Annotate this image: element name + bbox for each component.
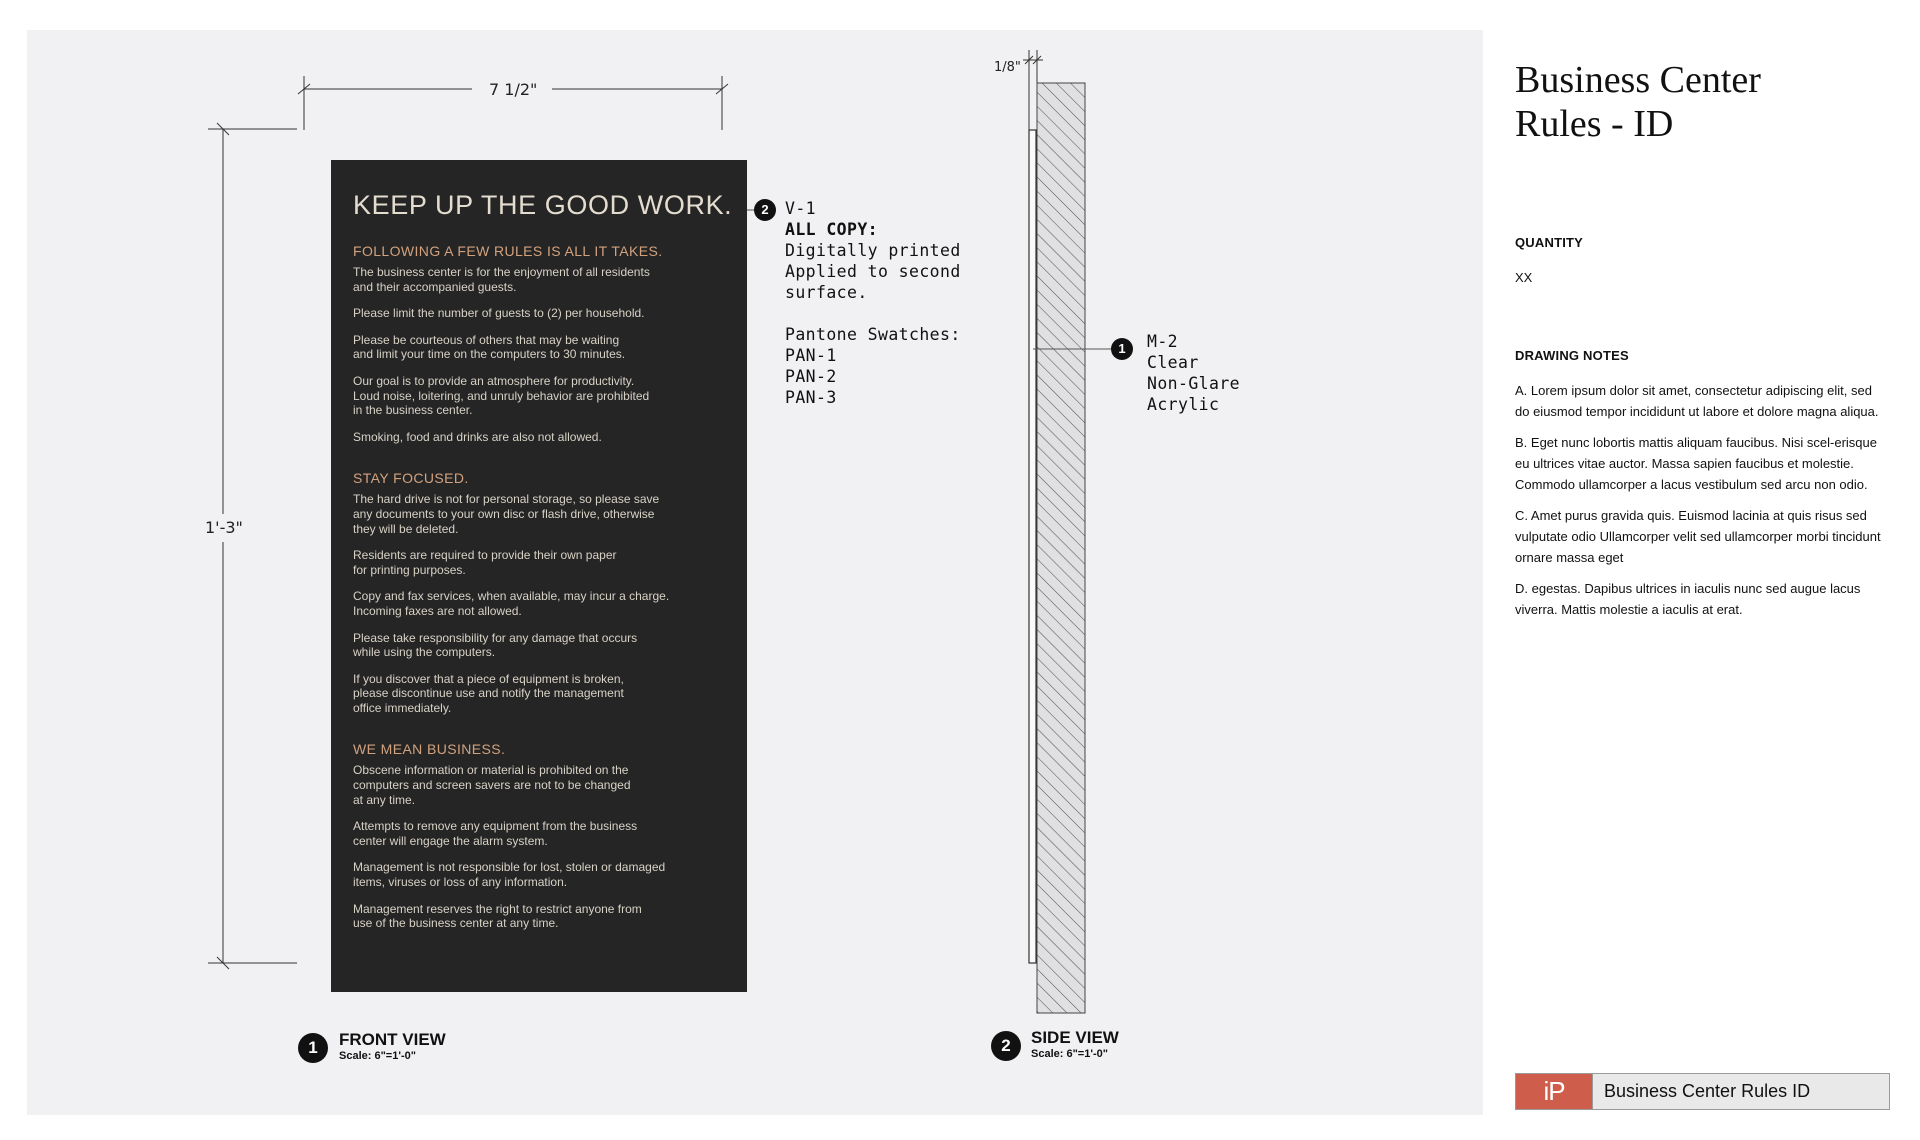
sign-rule: Residents are required to provide their own paper for printing purposes. xyxy=(353,548,617,577)
vinyl-line: Applied to second xyxy=(785,262,961,281)
swatch-item: PAN-1 xyxy=(785,346,837,365)
sign-section xyxy=(353,243,725,444)
side-view-drawing xyxy=(1023,50,1085,1013)
sign-rule: Please limit the number of guests to (2) per household. xyxy=(353,306,645,321)
sign-section-title: FOLLOWING A FEW RULES IS ALL IT TAKES. xyxy=(353,243,663,259)
vinyl-line: Digitally printed xyxy=(785,241,961,260)
drawing-note: D. egestas. Dapibus ultrices in iaculis nunc sed augue lacus viverra. Mattis molestie a iaculis at erat. xyxy=(1515,581,1861,617)
sign-headline: KEEP UP THE GOOD WORK. xyxy=(353,190,733,220)
sign-rule: Please take responsibility for any damage that occurs while using the computers. xyxy=(353,630,638,660)
sign-rule: Our goal is to provide an atmosphere for productivity. Loud noise, loitering, and unruly behavior are prohibited in the business center. xyxy=(353,373,650,418)
front-view-scale: Scale: 6"=1'-0" xyxy=(339,1050,416,1062)
sign-rule: Management reserves the right to restrict anyone from use of the business center at any time. xyxy=(353,901,642,931)
quantity-label: QUANTITY xyxy=(1515,235,1584,250)
sign-rule: If you discover that a piece of equipment is broken, please discontinue use and notify the management office immediately. xyxy=(353,671,624,715)
dimension-lines xyxy=(27,30,1483,1115)
drawing-notes-label: DRAWING NOTES xyxy=(1515,348,1629,363)
sign-rule: Please be courteous of others that may be waiting and limit your time on the computers to 30 minutes. xyxy=(353,332,626,362)
company-logo: iP xyxy=(1516,1074,1593,1109)
sign-rule: Attempts to remove any equipment from the business center will engage the alarm system. xyxy=(353,819,638,848)
front-view-marker: 1 xyxy=(298,1033,328,1063)
vinyl-callout-marker: 2 xyxy=(754,199,776,221)
sign-rule: Copy and fax services, when available, may incur a charge. Incoming faxes are not allowed. xyxy=(353,589,670,618)
footer-title: Business Center Rules ID xyxy=(1604,1081,1811,1101)
sign-rule: Obscene information or material is prohibited on the computers and screen savers are not to be changed at any time. xyxy=(353,763,631,807)
side-view-title: SIDE VIEW xyxy=(1031,1028,1119,1047)
material-line: Non-Glare xyxy=(1147,374,1241,393)
material-line: Acrylic xyxy=(1147,395,1220,414)
vinyl-copy-heading: ALL COPY: xyxy=(785,220,879,239)
material-callout-marker: 1 xyxy=(1111,338,1133,360)
width-dimension-label: 7 1/2" xyxy=(489,80,538,99)
sign-section-title: STAY FOCUSED. xyxy=(353,470,469,487)
sign-rule: Management is not responsible for lost, stolen or damaged items, viruses or loss of any information. xyxy=(353,860,666,890)
quantity-value: XX xyxy=(1515,270,1533,285)
side-view-marker: 2 xyxy=(991,1031,1021,1061)
drawing-area xyxy=(27,30,1483,1115)
material-code: M-2 xyxy=(1147,332,1179,351)
vinyl-line: surface. xyxy=(785,283,868,302)
side-view-scale: Scale: 6"=1'-0" xyxy=(1031,1048,1108,1060)
drawing-note: C. Amet purus gravida quis. Euismod lacinia at quis risus sed vulputate odio Ullamcorper velit sed ullamcorper morbi tincidunt ornare massa eget xyxy=(1515,508,1881,565)
material-callout xyxy=(1147,331,1240,415)
footer-badge xyxy=(1515,1073,1890,1110)
swatch-item: PAN-3 xyxy=(785,388,837,407)
sign-front-view xyxy=(331,160,747,992)
sign-rule: Smoking, food and drinks are also not allowed. xyxy=(353,429,602,444)
drawing-note: A. Lorem ipsum dolor sit amet, consectetur adipiscing elit, sed do eiusmod tempor incididunt ut labore et dolore magna aliqua. xyxy=(1515,383,1879,419)
page-title: Business Center Rules - ID xyxy=(1515,59,1761,145)
sign-rule: The hard drive is not for personal storage, so please save any documents to your own disc or flash drive, otherwise they will be deleted. xyxy=(353,492,660,536)
swatch-item: PAN-2 xyxy=(785,367,837,386)
front-view-title: FRONT VIEW xyxy=(339,1030,446,1049)
drawing-notes xyxy=(1515,380,1885,630)
vinyl-callout xyxy=(785,198,961,408)
swatch-heading: Pantone Swatches: xyxy=(785,325,961,344)
sign-section-title: WE MEAN BUSINESS. xyxy=(353,741,506,758)
sign-rule: The business center is for the enjoyment of all residents and their accompanied guests. xyxy=(353,265,650,294)
thickness-dimension-label: 1/8" xyxy=(994,60,1021,75)
drawing-note: B. Eget nunc lobortis mattis aliquam faucibus. Nisi scel-erisque eu ultrices vitae auctor. Massa sapien faucibus et molestie. Commodo ullamcorper a lacus vestibulum sed arcu non odio. xyxy=(1515,435,1877,492)
height-dimension xyxy=(208,123,297,969)
sign-section xyxy=(353,470,725,715)
vinyl-code: V-1 xyxy=(785,199,817,218)
sign-section xyxy=(353,741,725,930)
material-line: Clear xyxy=(1147,353,1199,372)
height-dimension-label: 1'-3" xyxy=(205,518,243,537)
